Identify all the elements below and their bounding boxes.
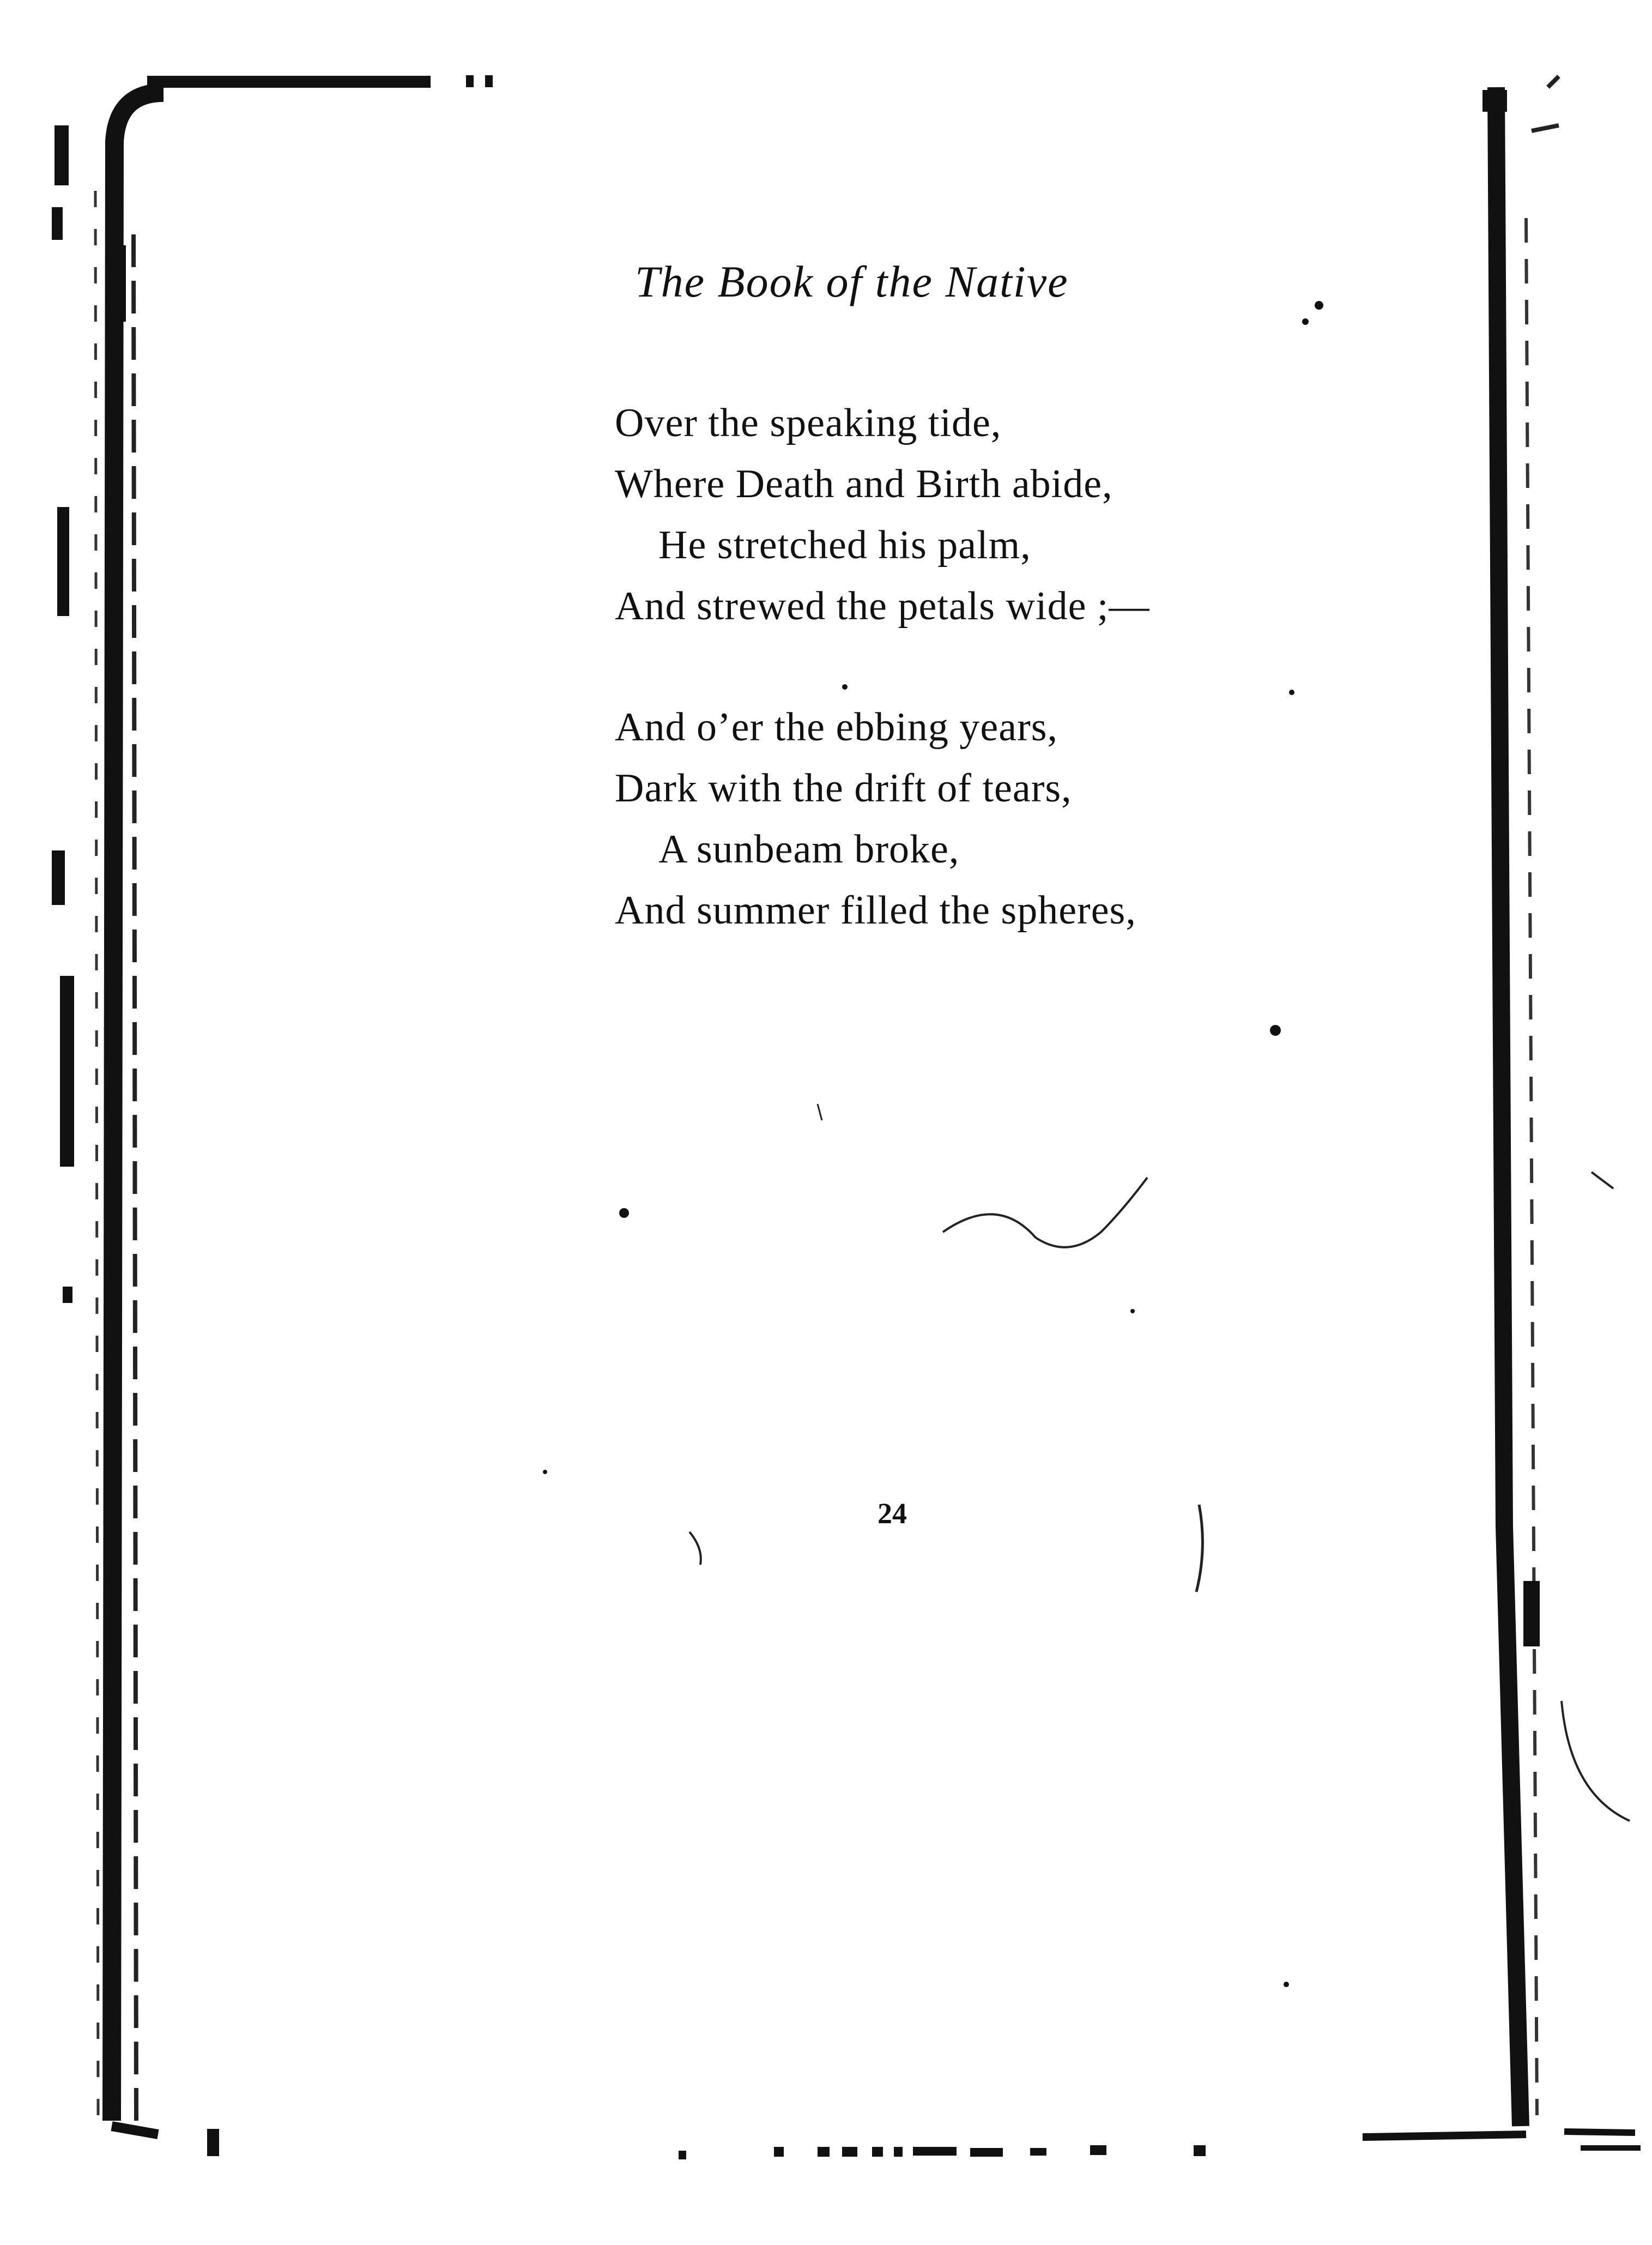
stanza-1	[615, 393, 1378, 637]
running-head: The Book of the Native	[635, 257, 1069, 306]
poem-line: And o’er the ebbing years,	[615, 705, 1058, 750]
poem-line: And strewed the petals wide ;—	[615, 584, 1150, 629]
poem-body	[615, 393, 1378, 1001]
poem-line: A sunbeam broke,	[658, 827, 960, 872]
poem-line: Dark with the drift of tears,	[615, 766, 1072, 811]
poem-line: He stretched his palm,	[658, 523, 1031, 568]
page-number: 24	[878, 1497, 907, 1530]
poem-line: Where Death and Birth abide,	[615, 462, 1113, 506]
poem-line: Over the speaking tide,	[615, 401, 1002, 445]
poem-line: And summer filled the spheres,	[615, 888, 1136, 933]
stanza-2	[615, 697, 1378, 941]
